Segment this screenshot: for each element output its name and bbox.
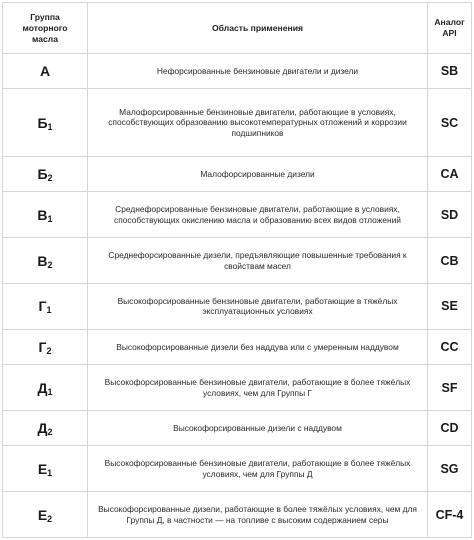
oil-group-subscript: 1	[47, 386, 53, 397]
application-description: Высокофорсированные бензиновые двигатели, работающие в тяжёлых эксплуатационных условиях	[88, 283, 428, 329]
header-application: Область применения	[88, 3, 428, 54]
oil-group-cell	[3, 238, 88, 284]
oil-group-cell	[3, 410, 88, 445]
oil-group-letter: Г	[38, 338, 47, 355]
application-description: Высокофорсированные дизели с наддувом	[88, 410, 428, 445]
table-row	[3, 89, 472, 157]
oil-group-subscript: 2	[47, 259, 53, 270]
api-equivalent: SC	[428, 89, 472, 157]
table-row	[3, 238, 472, 284]
application-description: Высокофорсированные бензиновые двигатели, работающие в более тяжёлых условиях, чем для Группы Д	[88, 446, 428, 492]
oil-group-letter: Г	[38, 298, 47, 315]
oil-group-cell	[3, 89, 88, 157]
oil-group-cell	[3, 365, 88, 411]
application-description: Среднефорсированные дизели, предъявляющие повышенные требования к свойствам масел	[88, 238, 428, 284]
oil-group-subscript: 2	[47, 513, 53, 524]
application-description: Малофорсированные бензиновые двигатели, работающие в условиях, способствующих образованию высокотемпературных отложений и коррозии подшипников	[88, 89, 428, 157]
header-api: Аналог API	[428, 3, 472, 54]
oil-group-subscript: 2	[46, 345, 52, 356]
table-row	[3, 329, 472, 364]
oil-group-subscript: 2	[47, 427, 53, 438]
application-description: Среднефорсированные бензиновые двигатели, работающие в условиях, способствующих окислению масла и образованию всех видов отложений	[88, 192, 428, 238]
oil-group-letter: Е	[37, 506, 48, 523]
oil-group-letter: Д	[37, 379, 48, 396]
table-body	[3, 54, 472, 538]
header-group: Группа моторного масла	[3, 3, 88, 54]
table-row	[3, 365, 472, 411]
table-header-row	[3, 3, 472, 54]
oil-group-letter: В	[37, 206, 48, 223]
oil-group-subscript: 2	[47, 173, 53, 184]
oil-group-cell	[3, 157, 88, 192]
oil-group-cell	[3, 329, 88, 364]
oil-group-cell	[3, 492, 88, 538]
api-equivalent: SF	[428, 365, 472, 411]
oil-group-subscript: 1	[47, 213, 53, 224]
oil-group-letter: В	[37, 252, 48, 269]
api-equivalent: CF-4	[428, 492, 472, 538]
oil-group-letter: А	[39, 63, 51, 80]
api-equivalent: SD	[428, 192, 472, 238]
api-equivalent: SE	[428, 283, 472, 329]
api-equivalent: CB	[428, 238, 472, 284]
application-description: Нефорсированные бензиновые двигатели и дизели	[88, 54, 428, 89]
oil-group-subscript: 1	[47, 121, 53, 132]
table-row	[3, 446, 472, 492]
table-row	[3, 157, 472, 192]
oil-group-subscript: 1	[46, 305, 52, 316]
api-equivalent: CC	[428, 329, 472, 364]
oil-group-cell	[3, 192, 88, 238]
oil-group-subscript: 1	[47, 467, 53, 478]
table-row	[3, 192, 472, 238]
oil-group-letter: Д	[37, 420, 48, 437]
oil-group-letter: Б	[37, 114, 48, 131]
api-equivalent: CD	[428, 410, 472, 445]
table-row	[3, 283, 472, 329]
api-equivalent: SB	[428, 54, 472, 89]
api-equivalent: CA	[428, 157, 472, 192]
application-description: Высокофорсированные дизели без наддува или с умеренным наддувом	[88, 329, 428, 364]
oil-group-cell	[3, 54, 88, 89]
application-description: Малофорсированные дизели	[88, 157, 428, 192]
table-row	[3, 410, 472, 445]
api-equivalent: SG	[428, 446, 472, 492]
oil-group-letter: Б	[37, 166, 48, 183]
motor-oil-table	[2, 2, 472, 538]
oil-group-letter: Е	[37, 460, 48, 477]
application-description: Высокофорсированные дизели, работающие в более тяжёлых условиях, чем для Группы Д, в частности — на топливе с высоким содержанием серы	[88, 492, 428, 538]
oil-group-cell	[3, 283, 88, 329]
table-row	[3, 54, 472, 89]
table-row	[3, 492, 472, 538]
oil-group-cell	[3, 446, 88, 492]
application-description: Высокофорсированные бензиновые двигатели, работающие в более тяжёлых условиях, чем для Группы Г	[88, 365, 428, 411]
